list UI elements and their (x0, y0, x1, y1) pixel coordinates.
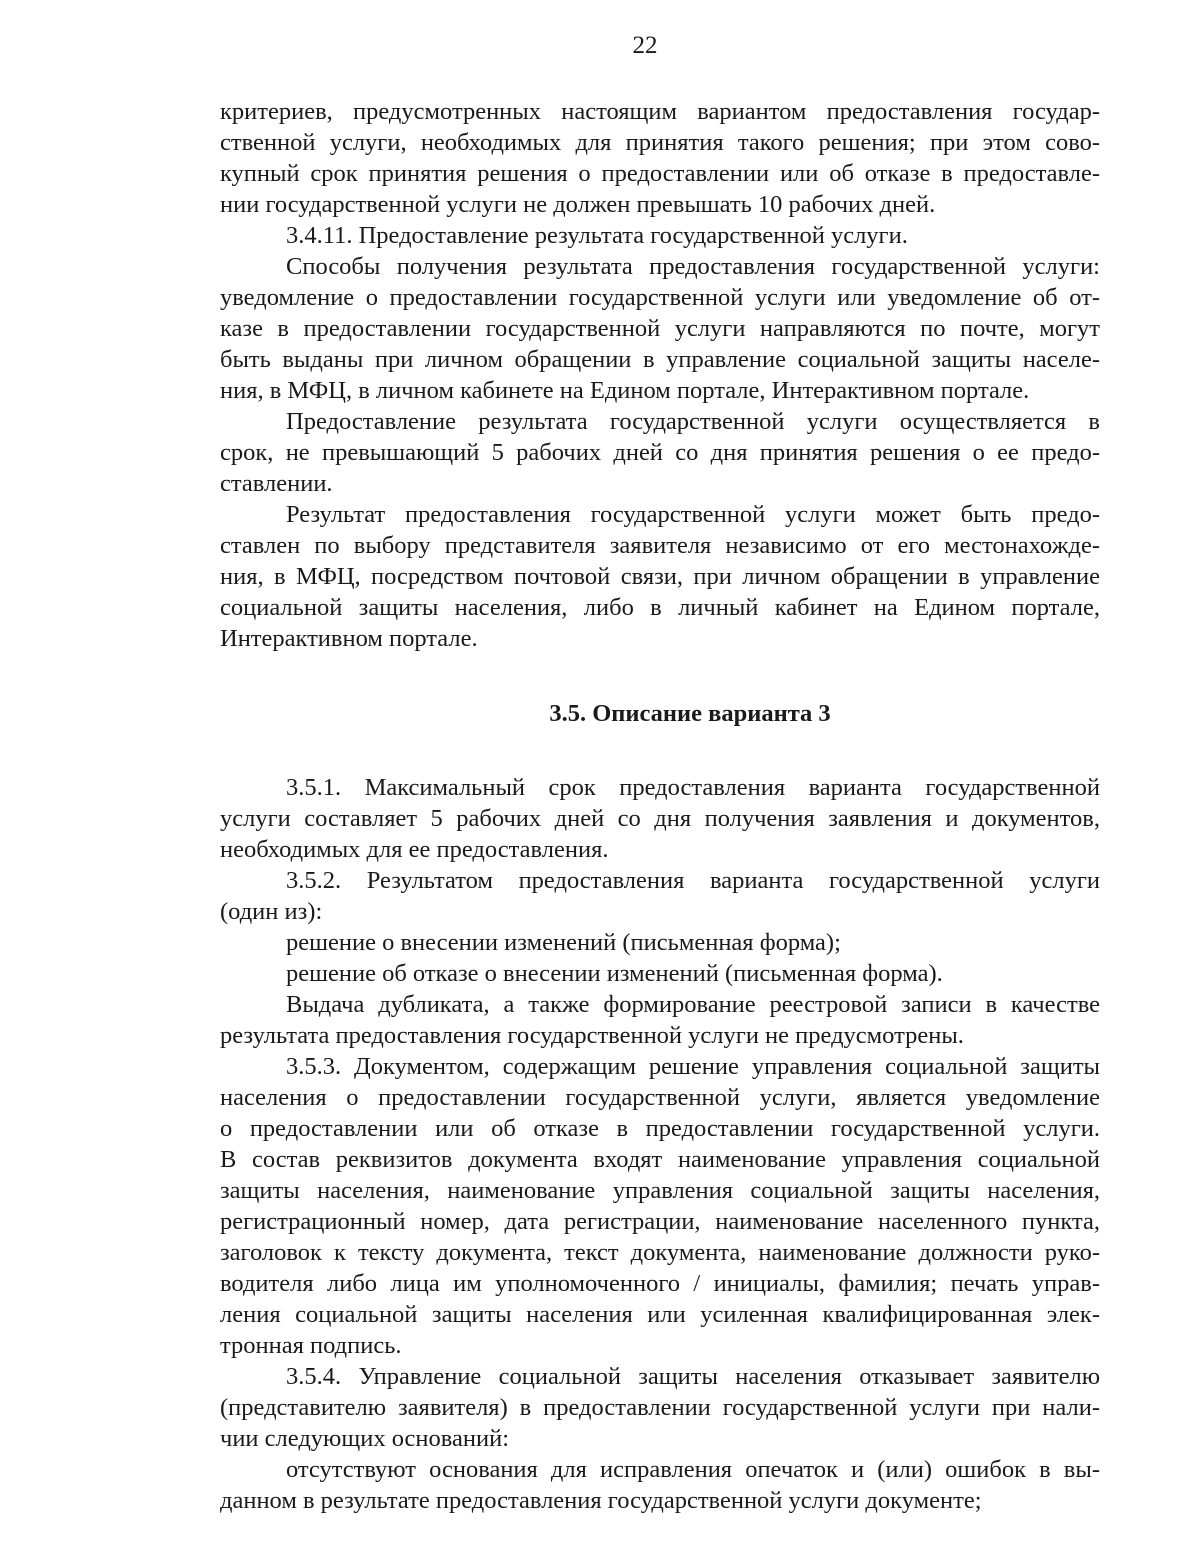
text-line: Выдача дубликата, а также формирование реестровой записи в качестве (286, 991, 1100, 1018)
text-line: 3.5.1. Максимальный срок предоставления варианта государственной (286, 774, 1100, 801)
text-line: купный срок принятия решения о предоставлении или об отказе в предоставле- (220, 160, 1100, 187)
text-line: тронная подпись. (220, 1332, 402, 1359)
text-line: 3.5.4. Управление социальной защиты населения отказывает заявителю (286, 1363, 1100, 1390)
text-line: чии следующих оснований: (220, 1425, 510, 1452)
text-line: ления социальной защиты населения или усиленная квалифицированная элек- (220, 1301, 1100, 1328)
page-number: 22 (632, 32, 658, 59)
text-line: уведомление о предоставлении государственной услуги или уведомление об от- (220, 284, 1100, 311)
text-line: решение об отказе о внесении изменений (письменная форма). (286, 960, 943, 987)
text-line: Результат предоставления государственной услуги может быть предо- (286, 501, 1100, 528)
text-line: 3.4.11. Предоставление результата государственной услуги. (286, 222, 908, 249)
text-line: защиты населения, наименование управления социальной защиты населения, (220, 1177, 1100, 1204)
section-heading: 3.5. Описание варианта 3 (549, 700, 831, 727)
text-line: нии государственной услуги не должен превышать 10 рабочих дней. (220, 191, 936, 218)
text-line: заголовок к тексту документа, текст документа, наименование должности руко- (220, 1239, 1100, 1266)
text-line: данном в результате предоставления государственной услуги документе; (220, 1487, 982, 1514)
text-line: (один из): (220, 898, 323, 925)
text-line: населения о предоставлении государственной услуги, является уведомление (220, 1084, 1100, 1111)
text-line: необходимых для ее предоставления. (220, 836, 609, 863)
text-line: срок, не превышающий 5 рабочих дней со дня принятия решения о ее предо- (220, 439, 1100, 466)
text-line: решение о внесении изменений (письменная форма); (286, 929, 841, 956)
text-line: ния, в МФЦ, посредством почтовой связи, при личном обращении в управление (220, 563, 1100, 590)
text-line: ственной услуги, необходимых для принятия такого решения; при этом сово- (220, 129, 1100, 156)
text-line: о предоставлении или об отказе в предоставлении государственной услуги. (220, 1115, 1100, 1142)
text-line: регистрационный номер, дата регистрации, наименование населенного пункта, (220, 1208, 1100, 1235)
text-line: водителя либо лица им уполномоченного / инициалы, фамилия; печать управ- (220, 1270, 1100, 1297)
text-line: Предоставление результата государственной услуги осуществляется в (286, 408, 1100, 435)
text-line: 3.5.3. Документом, содержащим решение управления социальной защиты (286, 1053, 1100, 1080)
text-line: Интерактивном портале. (220, 625, 478, 652)
text-line: казе в предоставлении государственной услуги направляются по почте, могут (220, 315, 1100, 342)
text-line: В состав реквизитов документа входят наименование управления социальной (220, 1146, 1100, 1173)
text-line: результата предоставления государственной услуги не предусмотрены. (220, 1022, 964, 1049)
text-line: услуги составляет 5 рабочих дней со дня получения заявления и документов, (220, 805, 1100, 832)
text-line: 3.5.2. Результатом предоставления варианта государственной услуги (286, 867, 1100, 894)
text-line: социальной защиты населения, либо в личный кабинет на Едином портале, (220, 594, 1100, 621)
text-line: быть выданы при личном обращении в управление социальной защиты населе- (220, 346, 1100, 373)
text-line: критериев, предусмотренных настоящим вариантом предоставления государ- (220, 98, 1100, 125)
text-line: (представителю заявителя) в предоставлении государственной услуги при нали- (220, 1394, 1100, 1421)
text-line: Способы получения результата предоставления государственной услуги: (286, 253, 1100, 280)
document-body (220, 96, 1100, 1516)
text-line: ставлении. (220, 470, 333, 497)
text-line: отсутствуют основания для исправления опечаток и (или) ошибок в вы- (286, 1456, 1100, 1483)
text-line: ставлен по выбору представителя заявителя независимо от его местонахожде- (220, 532, 1100, 559)
text-line: ния, в МФЦ, в личном кабинете на Едином портале, Интерактивном портале. (220, 377, 1030, 404)
